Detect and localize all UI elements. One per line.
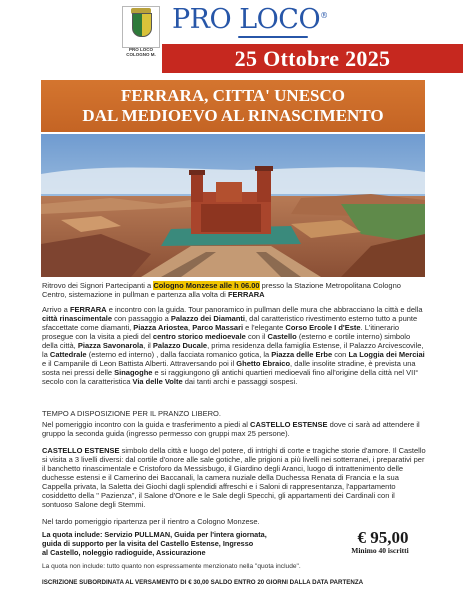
itinerary-bold: Palazzo dei Diamanti (170, 314, 246, 323)
title-box (41, 80, 425, 132)
itinerary-bold: La Loggia dei Merciai (348, 350, 425, 359)
quota-not-included: La quota non include: tutto quanto non espressamente menzionato nella "quota include". (42, 563, 301, 570)
brand-underline (238, 36, 308, 38)
itinerary-text: , dal caratteristico rivestimento esterno tutto a punte sfaccettate come diamanti, (42, 314, 418, 332)
itinerary-text: , (188, 323, 193, 332)
itinerary-bold: Sinagoghe (114, 368, 153, 377)
meeting-text-b: presso la Stazione Metropolitana Cologno Centro, sistemazione in pullman e partenza alla volta di (42, 281, 401, 299)
meeting-time-highlight: Cologno Monzese alle h 06.00 (153, 281, 260, 290)
itinerary-paragraph (42, 305, 427, 386)
date-banner: 25 Ottobre 2025 (162, 44, 463, 73)
meeting-destination: FERRARA (227, 290, 265, 299)
quota-include (42, 530, 332, 557)
itinerary-bold: Corso Ercole I d'Este (285, 323, 361, 332)
itinerary-text: , prima residenza della famiglia Estense, il Palazzo Arcivescovile, la (42, 341, 424, 359)
castello-estense-aerial-photo (41, 134, 425, 277)
itinerary-text: e si raggiungono gli antichi quartieri medioevali fino all'origine della città nel VII° secolo con la caratteristica (42, 368, 419, 386)
meeting-text-a: Ritrovo dei Signori Partecipanti a (42, 281, 154, 290)
afternoon-bold: CASTELLO ESTENSE (250, 420, 328, 429)
castle-heading: CASTELLO ESTENSE (42, 446, 120, 455)
castle-text: simbolo della città e luogo del potere, di intrighi di corte e tragiche storie d'amore. Il Castello si visita a 3 livelli diversi: dal cortile d'onore alle sale gotiche, alle prigioni a più livelli nei sotterranei, i preparativi per il banchetto rinascimentale e Cristoforo da Messisbugo, il Giardino degli Aranci, luogo di intrattenimento delle duchesse estensi e il Camerino dei Baccanali, la camera nuziale della Duchessa Renata di Francia e la sua Cappella privata, la Saletta dei Giochi dagli splendidi affreschi e i Saloni di rappresentanza, l'appartamento cosiddetto della " Pazienza", il Salone d'Onore e le Sale degli Specchi, gli appartamenti dei Cardinali con il sontuoso Salone degli Stemmi. (42, 446, 426, 509)
itinerary-bold: FERRARA (69, 305, 107, 314)
itinerary-bold: Palazzo Ducale (152, 341, 208, 350)
itinerary-bold: Piazza Ariostea (133, 323, 189, 332)
registration-footer: ISCRIZIONE SUBORDINATA AL VERSAMENTO DI € 30,00 SALDO ENTRO 20 GIORNI DALLA DATA PARTENZA (42, 579, 364, 586)
itinerary-text: Arrivo a (42, 305, 70, 314)
title-line-2: DAL MEDIOEVO AL RINASCIMENTO (82, 106, 384, 125)
minimum-participants: Minimo 40 iscritti (351, 546, 409, 555)
itinerary-text: . L'itinerario prosegue con la visita a piedi del (42, 323, 400, 341)
afternoon-text: Nel pomeriggio incontro con la guida e trasferimento a piedi al (42, 420, 251, 429)
itinerary-text: (esterno ed interno) , dalla facciata romanico gotica, la (86, 350, 272, 359)
itinerary-bold: Piazza delle Erbe (271, 350, 333, 359)
brand-registered: ® (320, 11, 328, 20)
itinerary-bold: Ghetto Ebraico (236, 359, 291, 368)
itinerary-text: con (332, 350, 349, 359)
quota-line: al Castello, noleggio radioguide, Assicurazione (42, 548, 206, 557)
brand-loco: LOCO (239, 4, 321, 35)
header (0, 0, 463, 80)
quota-line: La quota include: Servizio PULLMAN, Guida per l'intera giornata, (42, 530, 267, 539)
itinerary-bold: Via delle Volte (132, 377, 183, 386)
itinerary-bold: Castello (267, 332, 297, 341)
title-line-1: FERRARA, CITTA' UNESCO (120, 86, 345, 105)
afternoon-text: dove ci sarà ad attendere il gruppo la seconda guida (ingresso permesso con gruppi max 25 persone). (42, 420, 420, 438)
return-note: Nel tardo pomeriggio ripartenza per il rientro a Cologno Monzese. (42, 517, 260, 526)
pro-loco-logo (172, 4, 328, 40)
itinerary-text: con passaggio a (112, 314, 171, 323)
itinerary-text: dai tanti archi e passaggi sospesi. (182, 377, 298, 386)
itinerary-bold: Piazza Savonarola (77, 341, 144, 350)
castle-paragraph (42, 446, 427, 509)
quota-line: guida di supporto per la visita del Castello Estense, Ingresso (42, 539, 254, 548)
itinerary-bold: Cattedrale (49, 350, 87, 359)
itinerary-text: con il (245, 332, 268, 341)
afternoon-paragraph (42, 420, 427, 438)
itinerary-bold: centro storico medioevale (152, 332, 246, 341)
crest-caption: PRO LOCO COLOGNO M. (126, 47, 156, 57)
itinerary-bold: città rinascimentale (42, 314, 113, 323)
brand-pro: PRO (172, 4, 232, 35)
itinerary-text: , dalle insolite stradine, è prevista una sosta nei pressi delle (42, 359, 416, 377)
itinerary-text: , il (143, 341, 153, 350)
pro-loco-crest-icon (122, 6, 160, 48)
itinerary-bold: Parco Massari (192, 323, 244, 332)
itinerary-text: e l'elegante (243, 323, 286, 332)
itinerary-text: e incontro con la guida. Tour panoramico in pullman delle mura che abbracciano la città e della (106, 305, 423, 314)
itinerary-text: e il Campanile di Leon Battista Alberti. Attraversando poi il (42, 359, 237, 368)
price: € 95,00 (357, 528, 409, 547)
itinerary-text: (esterno e cortile interno) simbolo della città, (42, 332, 411, 350)
meeting-paragraph (42, 281, 427, 299)
lunch-note: TEMPO A DISPOSIZIONE PER IL PRANZO LIBERO. (42, 409, 221, 418)
